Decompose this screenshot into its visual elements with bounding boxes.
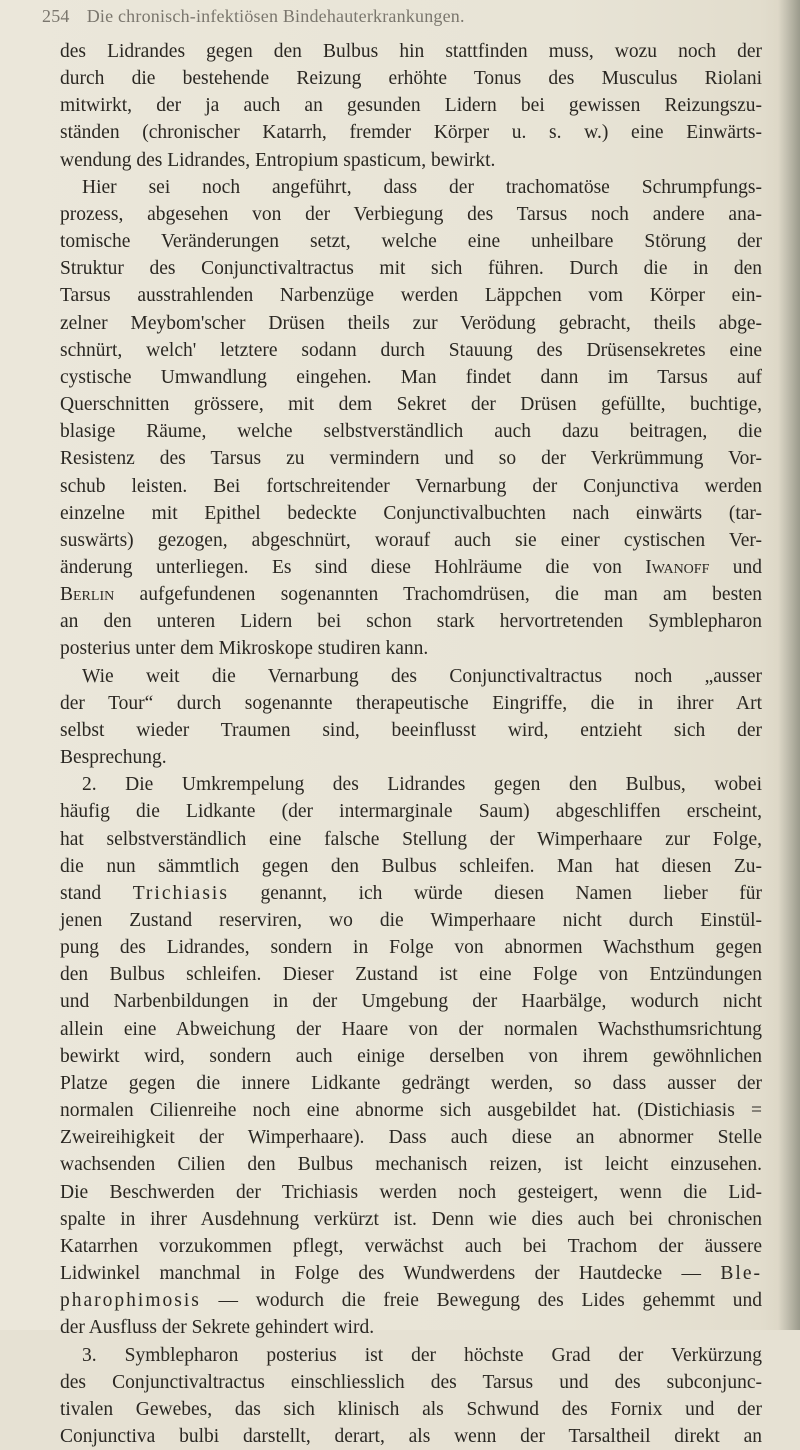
text-line: Die Beschwerden der Trichiasis werden noch gesteigert, wenn die Lid-: [60, 1181, 762, 1203]
text-line: Struktur des Conjunctivaltractus mit sich führen. Durch die in den: [60, 258, 762, 280]
text-segment: stand: [60, 882, 102, 904]
text-line: pharophimosis — wodurch die freie Bewegung des Lides gehemmt und: [60, 1290, 762, 1312]
text-line: Besprechung.: [60, 747, 167, 769]
text-line: den Bulbus schleifen. Dieser Zustand ist eine Folge von Entzündungen: [60, 964, 762, 986]
text-line: des Conjunctivaltractus einschliesslich des Tarsus und des subconjunc-: [60, 1371, 762, 1393]
text-segment: genannt, ich würde diesen Namen lieber für: [260, 882, 763, 904]
text-line: Katarrhen vorzukommen pflegt, verwächst auch bei Trachom der äussere: [60, 1235, 762, 1257]
text-line: pung des Lidrandes, sondern in Folge von abnormen Wachsthum gegen: [60, 937, 762, 959]
text-line: cystische Umwandlung eingehen. Man findet dann im Tarsus auf: [60, 366, 762, 388]
term-blepharophimosis-part2: pharophimosis: [60, 1290, 201, 1312]
text-line: häufig die Lidkante (der intermarginale Saum) abgeschliffen erscheint,: [60, 801, 762, 823]
text-line: und Narbenbildungen in der Umgebung der Haarbälge, wodurch nicht: [60, 991, 762, 1013]
text-line: Resistenz des Tarsus zu vermindern und so der Verkrümmung Vor-: [60, 448, 762, 470]
text-line: an den unteren Lidern bei schon stark hervortretenden Symblepharon: [60, 611, 762, 633]
text-line: normalen Cilienreihe noch eine abnorme sich ausgebildet hat. (Distichiasis =: [60, 1100, 762, 1122]
text-line: Tarsus ausstrahlenden Narbenzüge werden Läppchen vom Körper ein-: [60, 285, 762, 307]
running-header: [42, 6, 465, 30]
text-line: der Tour“ durch sogenannte therapeutische Eingriffe, die in ihrer Art: [60, 692, 762, 714]
text-line: Querschnitten grössere, mit dem Sekret der Drüsen gefüllte, buchtige,: [60, 394, 762, 416]
author-name: Iwanoff: [645, 556, 710, 578]
text-line: wendung des Lidrandes, Entropium spasticum, bewirkt.: [60, 149, 496, 171]
text-line: tomische Veränderungen setzt, welche eine unheilbare Störung der: [60, 231, 762, 253]
text-line: wachsenden Cilien den Bulbus mechanisch reizen, ist leicht einzusehen.: [60, 1154, 762, 1176]
text-line: ständen (chronischer Katarrh, fremder Körper u. s. w.) eine Einwärts-: [60, 122, 762, 144]
text-line: [60, 880, 762, 907]
term-trichiasis: Trichiasis: [132, 882, 229, 904]
text-line: Platze gegen die innere Lidkante gedrängt werden, so dass ausser der: [60, 1072, 762, 1094]
text-line: [60, 581, 762, 608]
text-line: der Ausfluss der Sekrete gehindert wird.: [60, 1317, 375, 1339]
page-number: 254: [42, 6, 70, 26]
text-segment: Lidwinkel manchmal in Folge des Wundwerdens der Hautdecke —: [60, 1263, 702, 1285]
text-line: Wie weit die Vernarbung des Conjunctivaltractus noch „ausser: [82, 665, 762, 687]
text-line: zelner Meybom'scher Drüsen theils zur Verödung gebracht, theils abge-: [60, 312, 762, 334]
text-line: spalte in ihrer Ausdehnung verkürzt ist. Denn wie dies auch bei chronischen: [60, 1208, 762, 1230]
text-line: Conjunctiva bulbi darstellt, derart, als wenn der Tarsaltheil direkt an: [60, 1425, 762, 1447]
text-line: die nun sämmtlich gegen den Bulbus schleifen. Man hat diesen Zu-: [60, 855, 762, 877]
text-line: einzelne mit Epithel bedeckte Conjunctivalbuchten nach einwärts (tar-: [60, 502, 762, 524]
text-line: selbst wieder Traumen sind, beeinflusst wird, entzieht sich der: [60, 719, 762, 741]
text-line: [60, 554, 762, 581]
text-segment: wodurch die freie Bewegung des Lides gehemmt und: [255, 1290, 762, 1312]
text-line: [60, 1260, 762, 1287]
text-line: schub leisten. Bei fortschreitender Vernarbung der Conjunctiva werden: [60, 475, 762, 497]
text-line: des Lidrandes gegen den Bulbus hin stattfinden muss, wozu noch der: [60, 41, 762, 62]
text-line: tivalen Gewebes, das sich klinisch als Schwund des Fornix und der: [60, 1398, 762, 1420]
text-line: suswärts) gezogen, abgeschnürt, worauf auch sie einer cystischen Ver-: [60, 529, 762, 551]
text-segment: änderung unterliegen. Es sind diese Hohlräume die von: [60, 556, 622, 578]
text-line: Hier sei noch angeführt, dass der trachomatöse Schrumpfungs-: [82, 176, 762, 198]
text-line: 2. Die Umkrempelung des Lidrandes gegen den Bulbus, wobei: [82, 774, 762, 796]
text-line: blasige Räume, welche selbstverständlich auch dazu beitragen, die: [60, 421, 762, 443]
page-edge-shadow: [778, 0, 800, 1330]
text-line: 3. Symblepharon posterius ist der höchste Grad der Verkürzung: [82, 1344, 762, 1366]
text-line: mitwirkt, der ja auch an gesunden Lidern bei gewissen Reizungszu-: [60, 95, 762, 117]
text-line: jenen Zustand reserviren, wo die Wimperhaare nicht durch Einstül-: [60, 910, 762, 931]
term-blepharophimosis-part1: Ble-: [720, 1263, 762, 1285]
running-title: Die chronisch-infektiösen Bindehauterkrankungen.: [86, 6, 465, 26]
text-line: Zweireihigkeit der Wimperhaare). Dass auch diese an abnormer Stelle: [60, 1127, 762, 1149]
text-line: hat selbstverständlich eine falsche Stellung der Wimperhaare zur Folge,: [60, 828, 762, 850]
text-line: bewirkt wird, sondern auch einige derselben von ihrem gewöhnlichen: [60, 1045, 762, 1067]
body-text: [60, 38, 762, 1450]
text-line: posterius unter dem Mikroskope studiren kann.: [60, 638, 429, 660]
text-line: prozess, abgesehen von der Verbiegung des Tarsus noch andere ana-: [60, 203, 762, 225]
text-segment: aufgefundenen sogenannten Trachomdrüsen, die man am besten: [139, 584, 762, 606]
text-segment: und: [732, 556, 763, 578]
author-name: Berlin: [60, 584, 115, 606]
text-line: durch die bestehende Reizung erhöhte Tonus des Musculus Riolani: [60, 68, 762, 90]
text-line: allein eine Abweichung der Haare von der normalen Wachsthumsrichtung: [60, 1018, 762, 1040]
text-line: schnürt, welch' letztere sodann durch Stauung des Drüsensekretes eine: [60, 339, 762, 361]
